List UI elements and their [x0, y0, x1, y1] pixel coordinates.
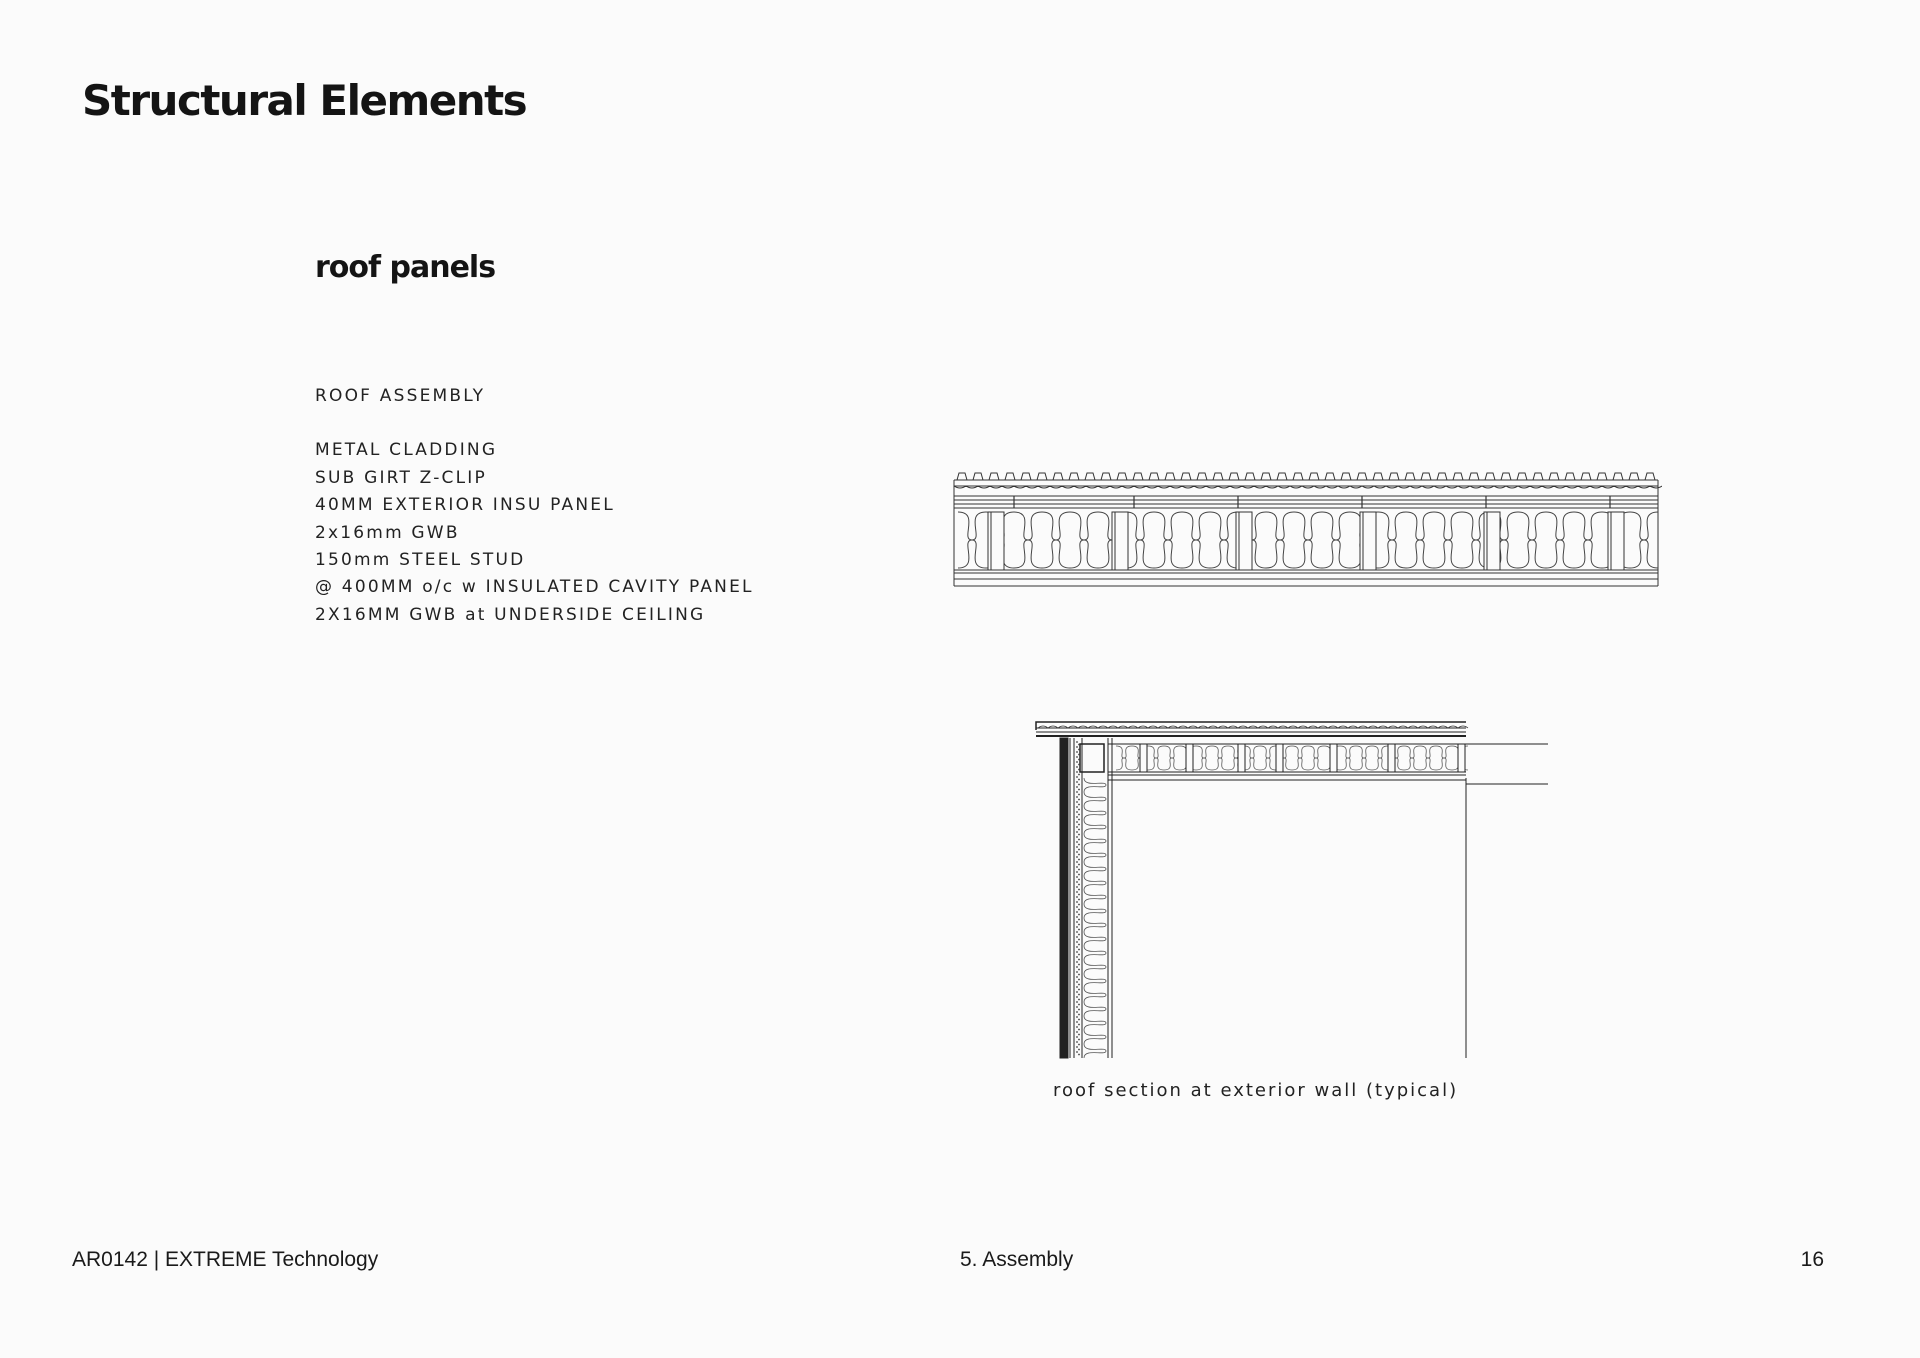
roof-insulation-pattern — [1116, 746, 1468, 770]
page-number: 16 — [1800, 1248, 1824, 1271]
footer-course: AR0142 | EXTREME Technology — [72, 1248, 379, 1271]
wall-assembly — [1060, 738, 1466, 1058]
spec-line: SUB GIRT Z-CLIP — [315, 467, 487, 488]
roof-edge — [1036, 722, 1466, 736]
section-title: roof panels — [315, 250, 496, 285]
wall-insulation-pattern — [1084, 778, 1106, 1058]
spec-line: 40MM EXTERIOR INSU PANEL — [315, 495, 615, 516]
spec-line: 150mm STEEL STUD — [315, 550, 526, 571]
spec-line: 2X16MM GWB at UNDERSIDE CEILING — [315, 604, 706, 625]
drawing-caption: roof section at exterior wall (typical) — [1053, 1080, 1459, 1101]
spec-line: 2x16mm GWB — [315, 522, 460, 543]
sub-girt-clips — [1014, 496, 1610, 508]
footer-chapter: 5. Assembly — [960, 1248, 1074, 1271]
roof-panel-detail-drawing — [950, 460, 1662, 600]
spec-line: METAL CLADDING — [315, 440, 498, 461]
wall-exterior-insulation-hatch — [1076, 741, 1080, 1055]
roof-wall-section-drawing — [1030, 718, 1570, 1068]
spec-list — [315, 383, 754, 629]
spec-line: @ 400MM o/c w INSULATED CAVITY PANEL — [315, 577, 754, 598]
page-title: Structural Elements — [82, 76, 527, 125]
insulation-pattern — [958, 512, 1658, 568]
spec-heading: ROOF ASSEMBLY — [315, 386, 486, 406]
